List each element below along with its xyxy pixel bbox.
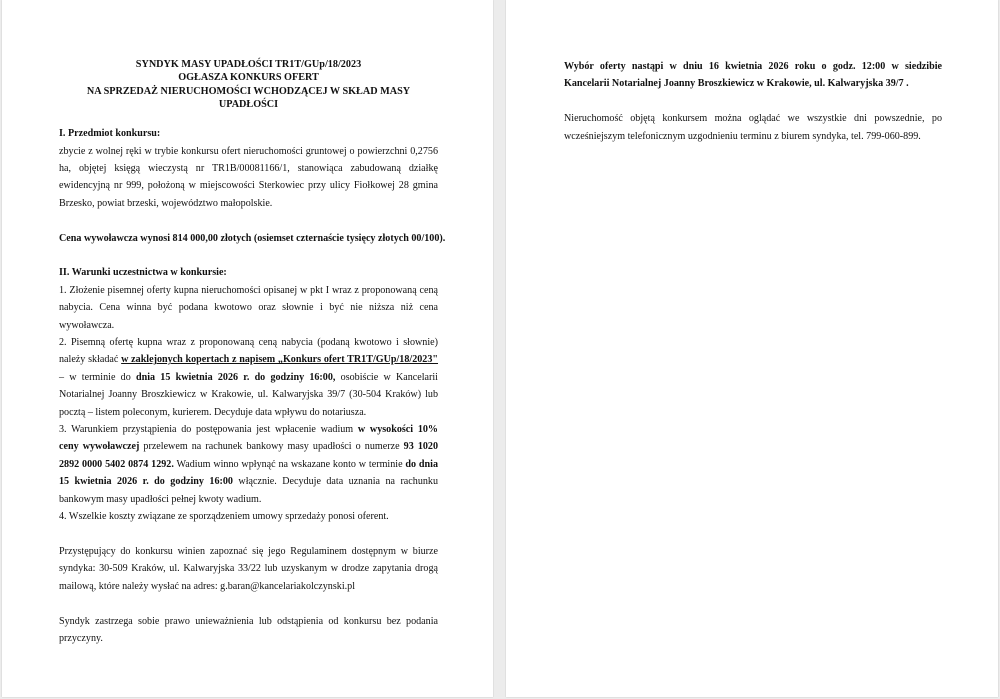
- item-2-text-a: 2. Pisemną ofertę kupna wraz z proponowaną ceną nabycia (podaną kwotowo i słownie) należy składać: [59, 337, 438, 366]
- item-2-text-e: osobiście w Kancelarii Notarialnej Joanny Broszkiewicz w Krakowie, ul. Kalwaryjska 39/7 (30-504 Kraków) lub pocztą – listem poleconym, kurierem. Decyduje data wpływu do notariusza.: [59, 371, 438, 418]
- viewing-paragraph: Nieruchomość objętą konkursem można oglądać we wszystkie dni powszednie, po wcześniejszym telefonicznym uzgodnieniu terminu z biurem syndyka, tel. 799-060-899.: [564, 113, 942, 142]
- deadline-date: dnia 15 kwietnia 2026 r. do godziny 16:00,: [135, 371, 336, 383]
- starting-price: [59, 230, 446, 247]
- condition-item-2: [59, 334, 438, 421]
- spacer: [59, 595, 438, 612]
- announcement-heading: [59, 58, 438, 111]
- section-1-title: I. Przedmiot konkursu:: [59, 128, 161, 140]
- heading-line-3: NA SPRZEDAŻ NIERUCHOMOŚCI WCHODZĄCEJ W SKŁAD MASY: [86, 85, 411, 97]
- item-3-text-c: przelewem na rachunek bankowy masy upadłości o numerze: [139, 441, 404, 453]
- item-3-text-e: Wadium winno wpłynąć na wskazane konto w terminie: [173, 458, 406, 470]
- deposit-deadline: do dnia 15 kwietnia 2026 r. do godziny 16:00: [59, 458, 438, 488]
- condition-item-4: 4. Wszelkie koszty związane ze sporządzeniem umowy sprzedaży ponosi oferent.: [59, 511, 389, 523]
- page-1-content: [59, 58, 446, 647]
- regulations-paragraph: Przystępujący do konkursu winien zapoznać się jego Regulaminem dostępnym w biurze syndyka: 30-509 Kraków, ul. Kalwaryjska 33/22 lub uzyskanym w drodze zapytania drogą mailową, które należy wysłać na adres: g.baran@kancelariakolczynski.pl: [59, 545, 438, 592]
- heading-line-1: SYNDYK MASY UPADŁOŚCI TR1T/GUp/18/2023: [135, 59, 362, 70]
- heading-line-4: UPADŁOŚCI: [218, 98, 279, 110]
- page-2-content: [564, 58, 942, 145]
- reservation-paragraph: Syndyk zastrzega sobie prawo unieważnienia lub odstąpienia od konkursu bez podania przyczyny.: [59, 615, 438, 644]
- section-1-body: zbycie z wolnej ręki w trybie konkursu ofert nieruchomości gruntowej o powierzchni 0,2756 ha, objętej księgą wieczystą nr TR1B/00081166/1, stanowiąca zabudowaną działkę ewidencyjną nr 999, położoną w miejscowości Sterkowiec przy ulicy Fiołkowej 28 gmina Brzesko, powiat brzeski, województwo małopolskie.: [59, 145, 438, 209]
- heading-line-2: OGŁASZA KONKURS OFERT: [178, 72, 319, 84]
- condition-item-3: [59, 421, 438, 508]
- item-3-text-a: 3. Warunkiem przystąpienia do postępowania jest wpłacenie wadium: [59, 424, 358, 436]
- starting-price-text: Cena wywoławcza wynosi 814 000,00 złotych (osiemset czternaście tysięcy złotych 00/100).: [59, 232, 446, 244]
- item-3-text-g: włącznie. Decyduje data uznania na rachunku bankowym masy upadłości pełnej kwoty wadium.: [59, 476, 439, 505]
- spacer: [59, 212, 438, 229]
- item-2-text-c: – w terminie do: [59, 371, 136, 383]
- section-2-title: II. Warunki uczestnictwa w konkursie:: [59, 267, 227, 279]
- envelope-label: w zaklejonych kopertach z napisem „Konkurs ofert TR1T/GUp/18/2023": [121, 354, 439, 366]
- spacer: [59, 247, 438, 264]
- bank-account-number: 93 1020 2892 0000 5402 0874 1292.: [59, 441, 439, 470]
- spacer: [564, 93, 942, 110]
- spacer: [59, 526, 438, 543]
- selection-text: Wybór oferty nastąpi w dniu 16 kwietnia 2026 roku o godz. 12:00 w siedzibie Kancelarii Notarialnej Joanny Broszkiewicz w Krakowie, ul. Kalwaryjska 39/7 .: [564, 61, 942, 90]
- deposit-amount: w wysokości 10% ceny wywoławczej: [59, 424, 439, 453]
- selection-paragraph: [564, 58, 942, 93]
- document-page-1: [2, 0, 493, 697]
- condition-item-1: 1. Złożenie pisemnej oferty kupna nieruchomości opisanej w pkt I wraz z proponowaną ceną nabycia. Cena winna być podana kwotowo oraz słownie i być nie niższa niż cena wywoławcza.: [59, 284, 438, 331]
- document-page-2: [506, 0, 998, 697]
